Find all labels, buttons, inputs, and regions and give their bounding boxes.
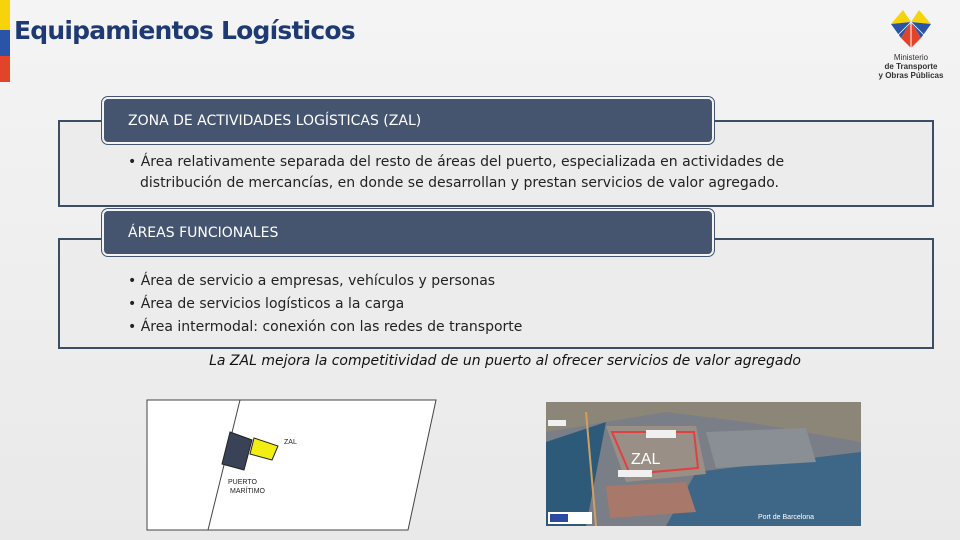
zal-definition-line2: distribución de mercancías, en donde se desarrollan y prestan servicios de valor agregado. [140,175,779,191]
functional-areas-list [128,270,522,339]
ministry-emblem-icon [889,8,933,52]
list-item: • Área de servicios logísticos a la carga [128,296,405,312]
list-item: • Área de servicio a empresas, vehículos y personas [128,273,496,289]
functional-areas-heading: ÁREAS FUNCIONALES [102,209,714,256]
logo-text-line1: Ministerio [893,53,929,62]
diagram-zal-label: ZAL [284,439,297,446]
zal-port-diagram [146,398,438,532]
flag-stripe [0,0,10,82]
zal-heading: ZONA DE ACTIVIDADES LOGÍSTICAS (ZAL) [102,97,714,144]
zal-aerial-photo [546,402,861,526]
photo-zal-label: ZAL [631,451,661,468]
page-title: Equipamientos Logísticos [14,16,355,45]
diagram-port-label-1: PUERTO [228,479,257,486]
diagram-port-label-2: MARÍTIMO [230,488,265,495]
tagline: La ZAL mejora la competitividad de un puerto al ofrecer servicios de valor agregado [209,353,801,369]
zal-definition-line1: • Área relativamente separada del resto de áreas del puerto, especializada en actividades de [128,154,785,170]
logo-text-line2: de Transporte [884,62,938,71]
zal-definition-text [128,152,828,194]
logo-text-line3: y Obras Públicas [878,71,944,80]
list-item: • Área intermodal: conexión con las redes de transporte [128,319,523,335]
ministry-logo [868,8,954,88]
photo-caption: Port de Barcelona [758,514,815,521]
